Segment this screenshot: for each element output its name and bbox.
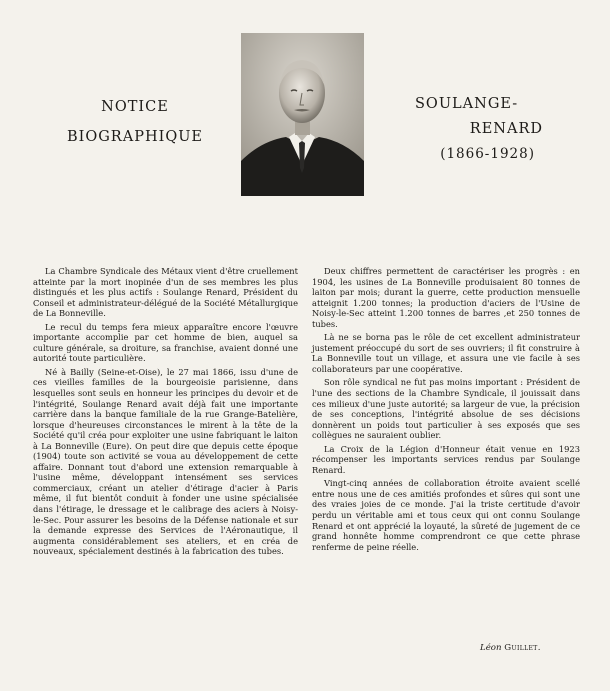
signature-last-name: Guillet. xyxy=(504,643,541,653)
paragraph: Deux chiffres permettent de caractériser les progrès : en 1904, les usines de La Bonneville produisaient 80 tonnes de laiton par mois; durant la guerre, cette production mensuelle atteignit 1.200 tonnes; la production d'aciers de l'Usine de Noisy-le-Sec atteint 1.200 tonnes de barres ,et 250 tonnes de tubes. xyxy=(312,266,580,329)
paragraph: Là ne se borna pas le rôle de cet excellent administrateur justement préoccupé du sort de ses ouvriers; il fit construire à La Bonneville tout un village, et assura une vie facile à ses collaborateurs par une coopérative. xyxy=(312,332,580,374)
subject-name-heading xyxy=(385,92,565,167)
title-notice-biographique xyxy=(50,92,220,152)
subject-name-line-2: RENARD xyxy=(469,121,543,137)
paragraph: La Chambre Syndicale des Métaux vient d'être cruellement atteinte par la mort inopinée d'un de ses membres les plus distingués et les plus actifs : Soulange Renard, Président du Conseil et administrateur-délégué de la Société Métallurgique de La Bonneville. xyxy=(33,266,298,319)
portrait-photo xyxy=(241,33,364,196)
paragraph: Son rôle syndical ne fut pas moins important : Président de l'une des sections de la Chambre Syndicale, il jouissait dans ces milieux d'une juste autorité; sa largeur de vue, la précision de ses conceptions, l'intégrité absolue de ses décisions donnèrent un poids tout particulier à ses exposés que ses collègues ne sauraient oublier. xyxy=(312,377,580,441)
portrait-illustration xyxy=(241,33,364,196)
paragraph: Né à Bailly (Seine-et-Oise), le 27 mai 1866, issu d'une de ces vieilles familles de la bourgeoisie parisienne, dans lesquelles sont seuls en honneur les principes du devoir et de l'intégrité, Soulange Renard avait déjà fait une importante carrière dans la banque familiale de la rue Grange-Batelière, lorsque d'heureuses circonstances le mirent à la tête de la Société qu'il créa pour exploiter une usine fabriquant le laiton à La Bonneville (Eure). On peut dire que depuis cette époque (1904) toute son activité se voua au développement de cette affaire. Donnant tout d'abord une extension remarquable à l'usine même, développant intensément ses services commerciaux, créant un atelier d'étirage d'acier à Paris même, il fut bientôt conduit à fonder une usine spécialisée dans l'étirage, le dressage et le calibrage des aciers à Noisy-le-Sec. Pour assurer les besoins de la Défense nationale et sur la demande expresse des Services de l'Aéronautique, il augmenta considérablement ses ateliers, et en créa de nouveaux, spécialement destinés à la fabrication des tubes. xyxy=(33,366,298,557)
paragraph: Vingt-cinq années de collaboration étroite avaient scellé entre nous une de ces amitiés profondes et sûres qui sont une des vraies joies de ce monde. J'ai la triste certitude d'avoir perdu un véritable ami et tous ceux qui ont connu Soulange Renard et ont apprécié la loyauté, la sûreté de jugement de ce grand honnête homme comprendront ce que cette phrase renferme de peine réelle. xyxy=(312,478,580,552)
paragraph: La Croix de la Légion d'Honneur était venue en 1923 récompenser les importants services rendus par Soulange Renard. xyxy=(312,443,580,475)
signature-first-name: Léon xyxy=(480,643,502,653)
subject-dates: (1866-1928) xyxy=(440,146,535,162)
title-line-2: BIOGRAPHIQUE xyxy=(66,129,204,145)
title-line-1: NOTICE xyxy=(101,99,169,115)
left-text-column xyxy=(33,266,298,560)
right-text-column xyxy=(312,266,580,555)
author-signature xyxy=(480,643,590,653)
subject-name-line-1: SOULANGE- xyxy=(415,96,519,112)
paragraph: Le recul du temps fera mieux apparaître encore l'œuvre importante accomplie par cet homme de bien, auquel sa culture générale, sa droiture, sa franchise, avaient donné une autorité toute particulière. xyxy=(33,321,298,364)
